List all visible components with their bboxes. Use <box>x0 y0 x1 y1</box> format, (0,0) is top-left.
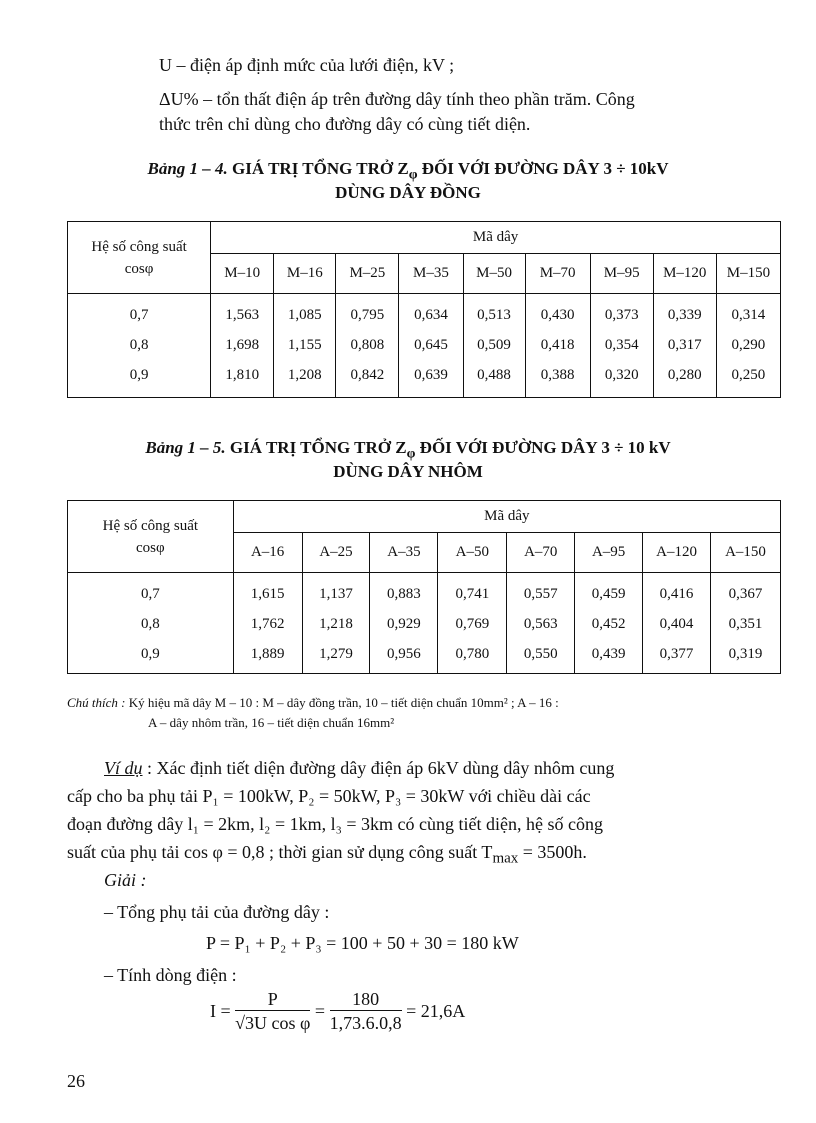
table4-data-column <box>716 294 780 398</box>
table5-data-column <box>370 573 438 674</box>
table4-cosphi-value: 0,7 <box>129 307 149 323</box>
table5 <box>67 500 781 674</box>
table4-cosphi-value: 0,8 <box>129 337 149 353</box>
table5-row-header-line1: Hệ số công suất <box>102 517 199 534</box>
table4-cell: 0,317 <box>667 337 702 353</box>
table4-data-column <box>274 294 336 398</box>
table4-title-a: GIÁ TRỊ TỔNG TRỞ Z <box>232 159 409 178</box>
formula-total-load: P = P₁ + P₂ + P₃ = 100 + 50 + 30 = 180 kW <box>206 933 519 953</box>
table4-cell: 1,563 <box>225 307 260 323</box>
table4-title-line1 <box>0 159 816 183</box>
table4-cell: 0,250 <box>731 367 766 383</box>
table4-column-header: M–10 <box>211 254 274 294</box>
note-line-2: A – dây nhôm trần, 16 – tiết diện chuẩn 16mm² <box>148 715 395 730</box>
table5-cosphi-value: 0,9 <box>140 646 160 662</box>
table4-data-column <box>399 294 463 398</box>
table5-label: Bảng 1 – 5. <box>145 438 226 457</box>
table4-cell: 0,388 <box>540 367 575 383</box>
table5-column-header: A–70 <box>507 533 575 573</box>
table5-column-header: A–35 <box>370 533 438 573</box>
table4-data-column <box>590 294 653 398</box>
table4-column-header: M–50 <box>463 254 525 294</box>
example-tmax-sub: max <box>492 850 519 867</box>
table5-cell: 1,762 <box>250 616 285 632</box>
page-number: 26 <box>67 1071 85 1091</box>
table4-cell: 1,208 <box>287 367 322 383</box>
table5-title-line2: DÙNG DÂY NHÔM <box>333 462 483 481</box>
table4-cell: 0,639 <box>414 367 448 383</box>
table4-cell: 1,155 <box>287 337 322 353</box>
table5-data-column <box>302 573 370 674</box>
table5-data-column <box>438 573 507 674</box>
table4-cell: 0,373 <box>604 307 639 323</box>
example-label: Ví dụ <box>104 758 143 778</box>
solution-step-1: – Tổng phụ tải của đường dây : <box>104 902 330 922</box>
table5-data-column <box>643 573 711 674</box>
table4-cell: 0,280 <box>667 367 702 383</box>
solution-step-2: – Tính dòng điện : <box>104 965 237 985</box>
table4-cell: 0,354 <box>604 337 639 353</box>
table5-cell: 0,452 <box>591 616 626 632</box>
fraction-2-numerator: 180 <box>330 988 402 1011</box>
table4-cell: 1,698 <box>225 337 260 353</box>
example-text-4-end: = 3500h. <box>518 842 587 862</box>
table5-cell: 0,351 <box>728 616 763 632</box>
table5-title-a: GIÁ TRỊ TỔNG TRỞ Z <box>229 438 407 457</box>
table5-cell: 0,883 <box>387 586 421 602</box>
table4-column-header: M–16 <box>274 254 336 294</box>
table4-title-sub: φ <box>408 166 418 183</box>
table4-cell: 0,808 <box>350 337 385 353</box>
table5-cosphi-value: 0,8 <box>140 616 160 632</box>
table5-cell: 0,404 <box>659 616 694 632</box>
table4-column-header: M–35 <box>399 254 463 294</box>
table4-column-header: M–95 <box>590 254 653 294</box>
table5-cell: 0,367 <box>728 586 763 602</box>
table4-column-header: M–150 <box>716 254 780 294</box>
table5-cell: 0,956 <box>387 646 421 662</box>
table4-row-header <box>68 222 211 294</box>
table5-row-header-line2: cosφ <box>136 539 165 556</box>
table5-column-header: A–120 <box>643 533 711 573</box>
table4-title-b: ĐỐI VỚI ĐƯỜNG DÂY 3 ÷ 10kV <box>421 159 669 178</box>
table4-cell: 0,320 <box>604 367 639 383</box>
intro-line-2: ΔU% – tổn thất điện áp trên đường dây tính theo phần trăm. Công <box>159 89 635 109</box>
table5-column-header: A–25 <box>302 533 370 573</box>
note-line-1 <box>67 693 559 713</box>
formula-current-lhs: I = <box>210 1001 231 1021</box>
fraction-1-denominator: √3U cos φ <box>235 1013 311 1033</box>
table4-label: Bảng 1 – 4. <box>147 159 228 178</box>
table5-title-b: ĐỐI VỚI ĐƯỜNG DÂY 3 ÷ 10 kV <box>419 438 671 457</box>
table5-cosphi-cell <box>68 573 234 674</box>
intro-line-3: thức trên chỉ dùng cho đường dây có cùng tiết diện. <box>159 114 531 134</box>
table5-cell: 0,416 <box>659 586 694 602</box>
table5-cosphi-value: 0,7 <box>140 586 160 602</box>
example-line-3: đoạn đường dây l₁ = 2km, l₂ = 1km, l₃ = 3km có cùng tiết diện, hệ số công <box>67 814 603 834</box>
table4-cell: 0,339 <box>667 307 702 323</box>
table5-cell: 1,889 <box>250 646 285 662</box>
formula-current-eq: = <box>314 1001 326 1021</box>
table5-cell: 1,218 <box>319 616 353 632</box>
table5-cell: 0,377 <box>659 646 694 662</box>
table4-row-header-line2: cosφ <box>124 260 154 277</box>
table5-cell: 0,557 <box>523 586 558 602</box>
fraction-1 <box>235 988 310 1035</box>
table5-cell: 0,741 <box>455 586 490 602</box>
table4-column-header: M–25 <box>336 254 399 294</box>
table5-cell: 0,769 <box>455 616 490 632</box>
example-text-4: suất của phụ tải cos φ = 0,8 ; thời gian sử dụng công suất T <box>67 842 493 862</box>
fraction-2 <box>330 988 402 1035</box>
table4-cell: 0,430 <box>540 307 575 323</box>
table4-cell: 0,645 <box>414 337 448 353</box>
example-line-1 <box>104 755 614 781</box>
table4-column-header: M–120 <box>653 254 716 294</box>
table5-title-line1 <box>0 438 816 462</box>
note-label: Chú thích : <box>67 695 126 710</box>
table5-cell: 0,550 <box>523 646 558 662</box>
table5-data-column <box>575 573 643 674</box>
table4-cosphi-cell <box>68 294 211 398</box>
table4-cell: 0,488 <box>477 367 511 383</box>
table5-cell: 0,563 <box>523 616 558 632</box>
table4-cell: 1,085 <box>287 307 322 323</box>
fraction-1-numerator: P <box>235 988 310 1011</box>
table5-cell: 0,459 <box>591 586 626 602</box>
table5-data-column <box>233 573 302 674</box>
table4-cell: 0,634 <box>414 307 448 323</box>
table5-cell: 1,137 <box>319 586 353 602</box>
table4-group-header: Mã dây <box>211 222 781 254</box>
table4-row-header-line1: Hệ số công suất <box>91 238 187 255</box>
table4-data-column <box>463 294 525 398</box>
table4-cell: 0,842 <box>350 367 385 383</box>
table5-row-header <box>68 501 234 573</box>
table4-cell: 0,509 <box>477 337 511 353</box>
table4-data-column <box>525 294 590 398</box>
table5-group-header: Mã dây <box>233 501 780 533</box>
table5-column-header: A–16 <box>233 533 302 573</box>
formula-current <box>210 988 465 1035</box>
note-text-1: Ký hiệu mã dây M – 10 : M – dây đồng trần, 10 – tiết diện chuẩn 10mm² ; A – 16 : <box>128 695 559 710</box>
table4-cell: 0,418 <box>540 337 575 353</box>
table4-cell: 1,810 <box>225 367 260 383</box>
table5-column-header: A–95 <box>575 533 643 573</box>
example-text-1: : Xác định tiết diện đường dây điện áp 6kV dùng dây nhôm cung <box>147 758 615 778</box>
table5-cell: 0,439 <box>591 646 626 662</box>
table5-cell: 1,615 <box>250 586 285 602</box>
table4-cell: 0,513 <box>477 307 511 323</box>
table5-column-header: A–50 <box>438 533 507 573</box>
table4-column-header: M–70 <box>525 254 590 294</box>
table5-column-header: A–150 <box>711 533 781 573</box>
fraction-2-denominator: 1,73.6.0,8 <box>329 1013 402 1033</box>
table5-cell: 0,319 <box>728 646 763 662</box>
table4 <box>67 221 781 398</box>
table5-cell: 1,279 <box>319 646 353 662</box>
table5-data-column <box>711 573 781 674</box>
table5-data-column <box>507 573 575 674</box>
table4-data-column <box>653 294 716 398</box>
solution-label: Giải : <box>104 870 147 890</box>
table4-cell: 0,795 <box>350 307 385 323</box>
table5-cell: 0,780 <box>455 646 490 662</box>
table4-title-line2: DÙNG DÂY ĐỒNG <box>335 183 481 202</box>
table4-data-column <box>336 294 399 398</box>
formula-current-result: = 21,6A <box>406 1001 466 1021</box>
table4-data-column <box>211 294 274 398</box>
table4-cell: 0,314 <box>731 307 766 323</box>
table4-cell: 0,290 <box>731 337 766 353</box>
table4-cosphi-value: 0,9 <box>129 367 149 383</box>
table5-title-sub: φ <box>406 445 416 462</box>
example-line-2: cấp cho ba phụ tải P₁ = 100kW, P₂ = 50kW, P₃ = 30kW với chiều dài các <box>67 786 591 806</box>
table5-cell: 0,929 <box>387 616 421 632</box>
intro-line-1: U – điện áp định mức của lưới điện, kV ; <box>159 55 455 75</box>
